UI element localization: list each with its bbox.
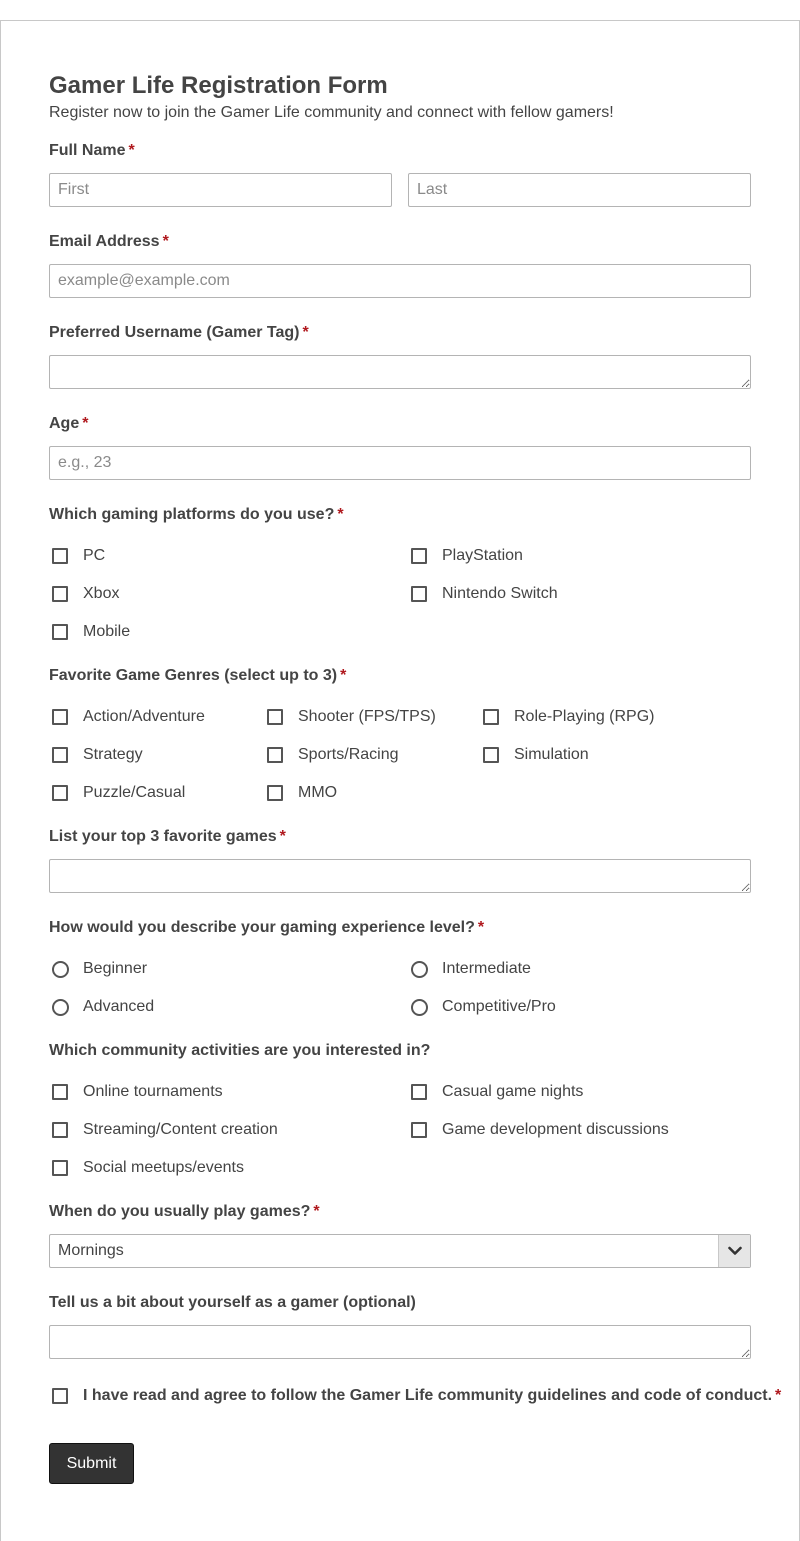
option-label: Nintendo Switch: [442, 585, 558, 602]
platform-option-nintendo-switch[interactable]: [411, 583, 558, 605]
required-marker: *: [279, 828, 286, 845]
genre-option-rpg[interactable]: [483, 706, 654, 728]
platforms-label: [49, 506, 344, 524]
top-games-label: [49, 828, 286, 846]
checkbox[interactable]: [52, 1160, 68, 1176]
checkbox[interactable]: [52, 785, 68, 801]
agreement-checkbox-row[interactable]: [52, 1385, 781, 1407]
last-name-input[interactable]: [408, 173, 751, 207]
option-label: Mobile: [83, 623, 131, 640]
activity-option-online-tournaments[interactable]: [52, 1081, 223, 1103]
genre-option-mmo[interactable]: [267, 782, 337, 804]
checkbox[interactable]: [52, 1388, 68, 1404]
experience-label: [49, 919, 484, 937]
option-label: Strategy: [83, 746, 143, 763]
genres-label: [49, 667, 346, 685]
checkbox[interactable]: [411, 586, 427, 602]
experience-option-advanced[interactable]: [52, 996, 154, 1018]
option-label: Action/Adventure: [83, 708, 205, 725]
genre-option-simulation[interactable]: [483, 744, 589, 766]
experience-option-beginner[interactable]: [52, 958, 147, 980]
checkbox[interactable]: [483, 747, 499, 763]
first-name-input[interactable]: [49, 173, 392, 207]
required-marker: *: [477, 919, 485, 936]
activity-option-casual-game-nights[interactable]: [411, 1081, 583, 1103]
required-marker: *: [337, 506, 344, 523]
option-label: PC: [83, 547, 106, 564]
activity-option-social-meetups[interactable]: [52, 1157, 244, 1179]
checkbox[interactable]: [52, 548, 68, 564]
checkbox[interactable]: [267, 709, 283, 725]
experience-option-competitive-pro[interactable]: [411, 996, 556, 1018]
play-time-label: [49, 1203, 320, 1221]
top-games-label-text: List your top 3 favorite games: [49, 828, 277, 845]
email-label-text: Email Address: [49, 233, 160, 250]
option-label: Casual game nights: [442, 1083, 584, 1100]
form-subtitle: Register now to join the Gamer Life community and connect with fellow gamers!: [49, 104, 614, 121]
agreement-label-text: I have read and agree to follow the Gamer Life community guidelines and code of conduct.: [83, 1387, 773, 1404]
checkbox[interactable]: [52, 709, 68, 725]
genre-option-strategy[interactable]: [52, 744, 143, 766]
radio-button[interactable]: [411, 961, 428, 978]
genre-option-shooter[interactable]: [267, 706, 436, 728]
required-marker: *: [82, 415, 89, 432]
full-name-label: [49, 142, 135, 160]
age-input[interactable]: [49, 446, 751, 480]
platform-option-playstation[interactable]: [411, 545, 523, 567]
checkbox[interactable]: [52, 747, 68, 763]
option-label: Shooter (FPS/TPS): [298, 708, 436, 725]
platform-option-pc[interactable]: [52, 545, 105, 567]
activities-label: Which community activities are you interested in?: [49, 1042, 431, 1059]
checkbox[interactable]: [52, 586, 68, 602]
option-label: MMO: [298, 784, 338, 801]
option-label: Game development discussions: [442, 1121, 669, 1138]
agreement-label: [83, 1387, 781, 1405]
platform-option-xbox[interactable]: [52, 583, 119, 605]
genre-option-sports-racing[interactable]: [267, 744, 399, 766]
activity-option-streaming[interactable]: [52, 1119, 278, 1141]
checkbox[interactable]: [267, 785, 283, 801]
about-textarea[interactable]: [49, 1325, 751, 1359]
option-label: Intermediate: [442, 960, 531, 977]
email-label: [49, 233, 169, 251]
genre-option-action-adventure[interactable]: [52, 706, 205, 728]
option-label: Sports/Racing: [298, 746, 399, 763]
checkbox[interactable]: [411, 548, 427, 564]
about-label: Tell us a bit about yourself as a gamer (optional): [49, 1294, 416, 1311]
required-marker: *: [340, 667, 347, 684]
option-label: Role-Playing (RPG): [514, 708, 655, 725]
genres-label-text: Favorite Game Genres (select up to 3): [49, 667, 338, 684]
required-marker: *: [162, 233, 169, 250]
full-name-label-text: Full Name: [49, 142, 126, 159]
genre-option-puzzle-casual[interactable]: [52, 782, 185, 804]
checkbox[interactable]: [267, 747, 283, 763]
option-label: Simulation: [514, 746, 589, 763]
submit-button[interactable]: Submit: [49, 1443, 134, 1484]
radio-button[interactable]: [52, 999, 69, 1016]
checkbox[interactable]: [411, 1122, 427, 1138]
activity-option-game-development[interactable]: [411, 1119, 669, 1141]
required-marker: *: [128, 142, 135, 159]
username-label: [49, 324, 309, 342]
radio-button[interactable]: [52, 961, 69, 978]
option-label: PlayStation: [442, 547, 523, 564]
username-textarea[interactable]: [49, 355, 751, 389]
experience-option-intermediate[interactable]: [411, 958, 531, 980]
radio-button[interactable]: [411, 999, 428, 1016]
option-label: Advanced: [83, 998, 155, 1015]
experience-label-text: How would you describe your gaming experience level?: [49, 919, 475, 936]
checkbox[interactable]: [52, 624, 68, 640]
checkbox[interactable]: [52, 1084, 68, 1100]
platforms-label-text: Which gaming platforms do you use?: [49, 506, 335, 523]
option-label: Puzzle/Casual: [83, 784, 186, 801]
age-label-text: Age: [49, 415, 80, 432]
required-marker: *: [313, 1203, 320, 1220]
play-time-label-text: When do you usually play games?: [49, 1203, 311, 1220]
platform-option-mobile[interactable]: [52, 621, 130, 643]
checkbox[interactable]: [483, 709, 499, 725]
email-input[interactable]: [49, 264, 751, 298]
form-title: Gamer Life Registration Form: [49, 72, 388, 99]
option-label: Xbox: [83, 585, 120, 602]
option-label: Social meetups/events: [83, 1159, 244, 1176]
option-label: Beginner: [83, 960, 148, 977]
checkbox[interactable]: [411, 1084, 427, 1100]
required-marker: *: [302, 324, 309, 341]
play-time-selected-value: Mornings: [58, 1242, 124, 1259]
checkbox[interactable]: [52, 1122, 68, 1138]
chevron-down-icon[interactable]: [718, 1235, 750, 1267]
option-label: Streaming/Content creation: [83, 1121, 278, 1138]
username-label-text: Preferred Username (Gamer Tag): [49, 324, 300, 341]
required-marker: *: [775, 1387, 782, 1404]
option-label: Competitive/Pro: [442, 998, 556, 1015]
play-time-select[interactable]: [49, 1234, 751, 1268]
option-label: Online tournaments: [83, 1083, 223, 1100]
age-label: [49, 415, 88, 433]
top-games-textarea[interactable]: [49, 859, 751, 893]
